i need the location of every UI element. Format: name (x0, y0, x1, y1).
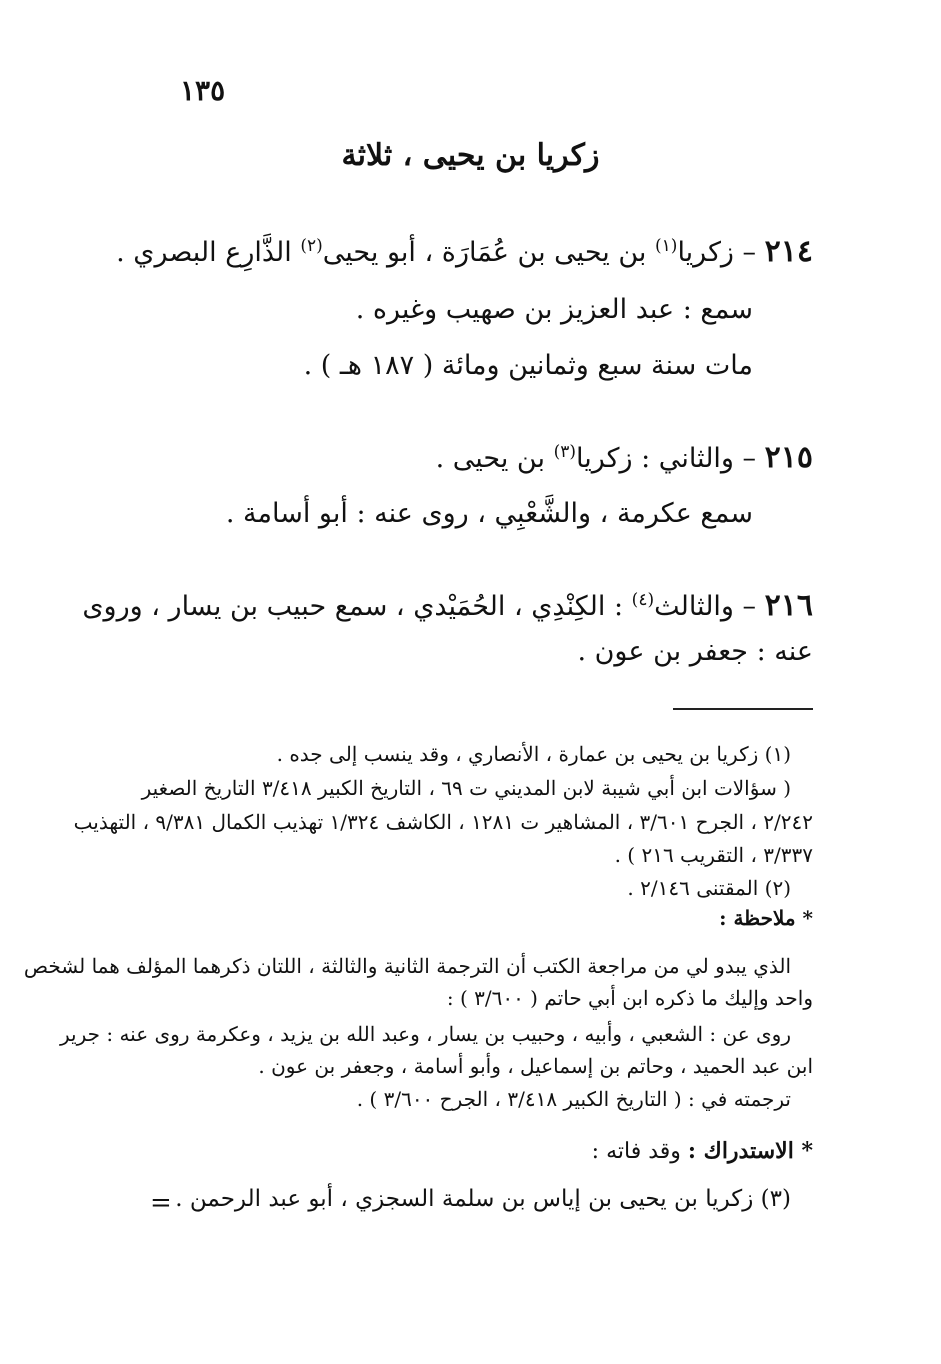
note-text: الذي يبدو لي من مراجعة الكتب أن الترجمة الثانية والثالثة ، اللتان ذكرهما المؤلف هما لشخص (23, 954, 791, 978)
footnote-ref[interactable]: (٤) (631, 590, 655, 610)
footnote-divider (673, 708, 813, 710)
entry-214-line-3: مات سنة سبع وثمانين ومائة ( ١٨٧ هـ ) . (303, 350, 753, 381)
entry-number: ٢١٤ (764, 234, 813, 269)
footnote-ref[interactable]: (١) (655, 236, 678, 256)
entry-number: ٢١٦ (764, 588, 813, 623)
entry-text: بن يحيى . (435, 443, 545, 474)
entry-text: – والثالث (654, 591, 757, 622)
entry-text: الذَّارِع البصري . (116, 237, 292, 268)
istidrak-text: وقد فاته : (591, 1139, 681, 1164)
footnote-1-sources: ٣/٣٣٧ ، التقريب ٢١٦ ) . (614, 843, 813, 867)
footnote-3: (٣) زكريا بن يحيى بن إياس بن سلمة السجزي ، أبو عبد الرحمن . (175, 1186, 791, 1212)
chapter-title: زكريا بن يحيى ، ثلاثة (341, 138, 600, 173)
istidrak-line (592, 1138, 813, 1164)
note-heading: * ملاحظة : (719, 906, 813, 930)
continuation-mark: = (150, 1188, 172, 1218)
entry-text: بن يحيى بن عُمَارَة ، أبو يحيى (322, 237, 647, 268)
entry-number: ٢١٥ (764, 440, 813, 475)
note-text: واحد وإليك ما ذكره ابن أبي حاتم ( ٣/٦٠٠ ) : (446, 986, 813, 1010)
footnote-ref[interactable]: (٣) (553, 442, 577, 462)
footnote-1: (١) زكريا بن يحيى بن عمارة ، الأنصاري ، وقد ينسب إلى جده . (276, 742, 791, 766)
page-number: ١٣٥ (180, 74, 226, 107)
entry-215-line-1 (436, 440, 813, 475)
istidrak-heading: * الاستدراك : (687, 1138, 813, 1164)
footnote-1-sources: ٢/٢٤٢ ، الجرح ٣/٦٠١ ، المشاهير ت ١٢٨١ ، الكاشف ١/٣٢٤ تهذيب الكمال ٩/٣٨١ ، التهذيب (73, 810, 813, 834)
footnote-ref[interactable]: (٢) (300, 236, 323, 256)
entry-214-line-1 (116, 234, 813, 269)
entry-214-line-2: سمع : عبد العزيز بن صهيب وغيره . (355, 294, 753, 325)
entry-216-line-1 (82, 588, 813, 623)
entry-215-line-2: سمع عكرمة ، والشَّعْبِي ، روى عنه : أبو أسامة . (225, 498, 753, 529)
entry-text: – والثاني : زكريا (576, 443, 757, 474)
note-text: روى عن : الشعبي ، وأبيه ، وحبيب بن يسار ، وعبد الله بن يزيد ، وعكرمة روى عنه : جرير (60, 1022, 791, 1046)
footnote-2: (٢) المقتنى ٢/١٤٦ . (627, 876, 791, 900)
entry-216-line-2: عنه : جعفر بن عون . (577, 636, 813, 667)
note-text: ابن عبد الحميد ، وحاتم بن إسماعيل ، وأبو أسامة ، وجعفر بن عون . (258, 1054, 813, 1078)
entry-text: – زكريا (677, 237, 757, 268)
note-text: ترجمته في : ( التاريخ الكبير ٣/٤١٨ ، الجرح ٣/٦٠٠ ) . (356, 1087, 791, 1111)
entry-text: : الكِنْدِي ، الحُمَيْدي ، سمع حبيب بن يسار ، وروى (82, 591, 624, 622)
footnote-1-sources: ( سؤالات ابن أبي شيبة لابن المديني ت ٦٩ ، التاريخ الكبير ٣/٤١٨ التاريخ الصغير (141, 776, 791, 800)
